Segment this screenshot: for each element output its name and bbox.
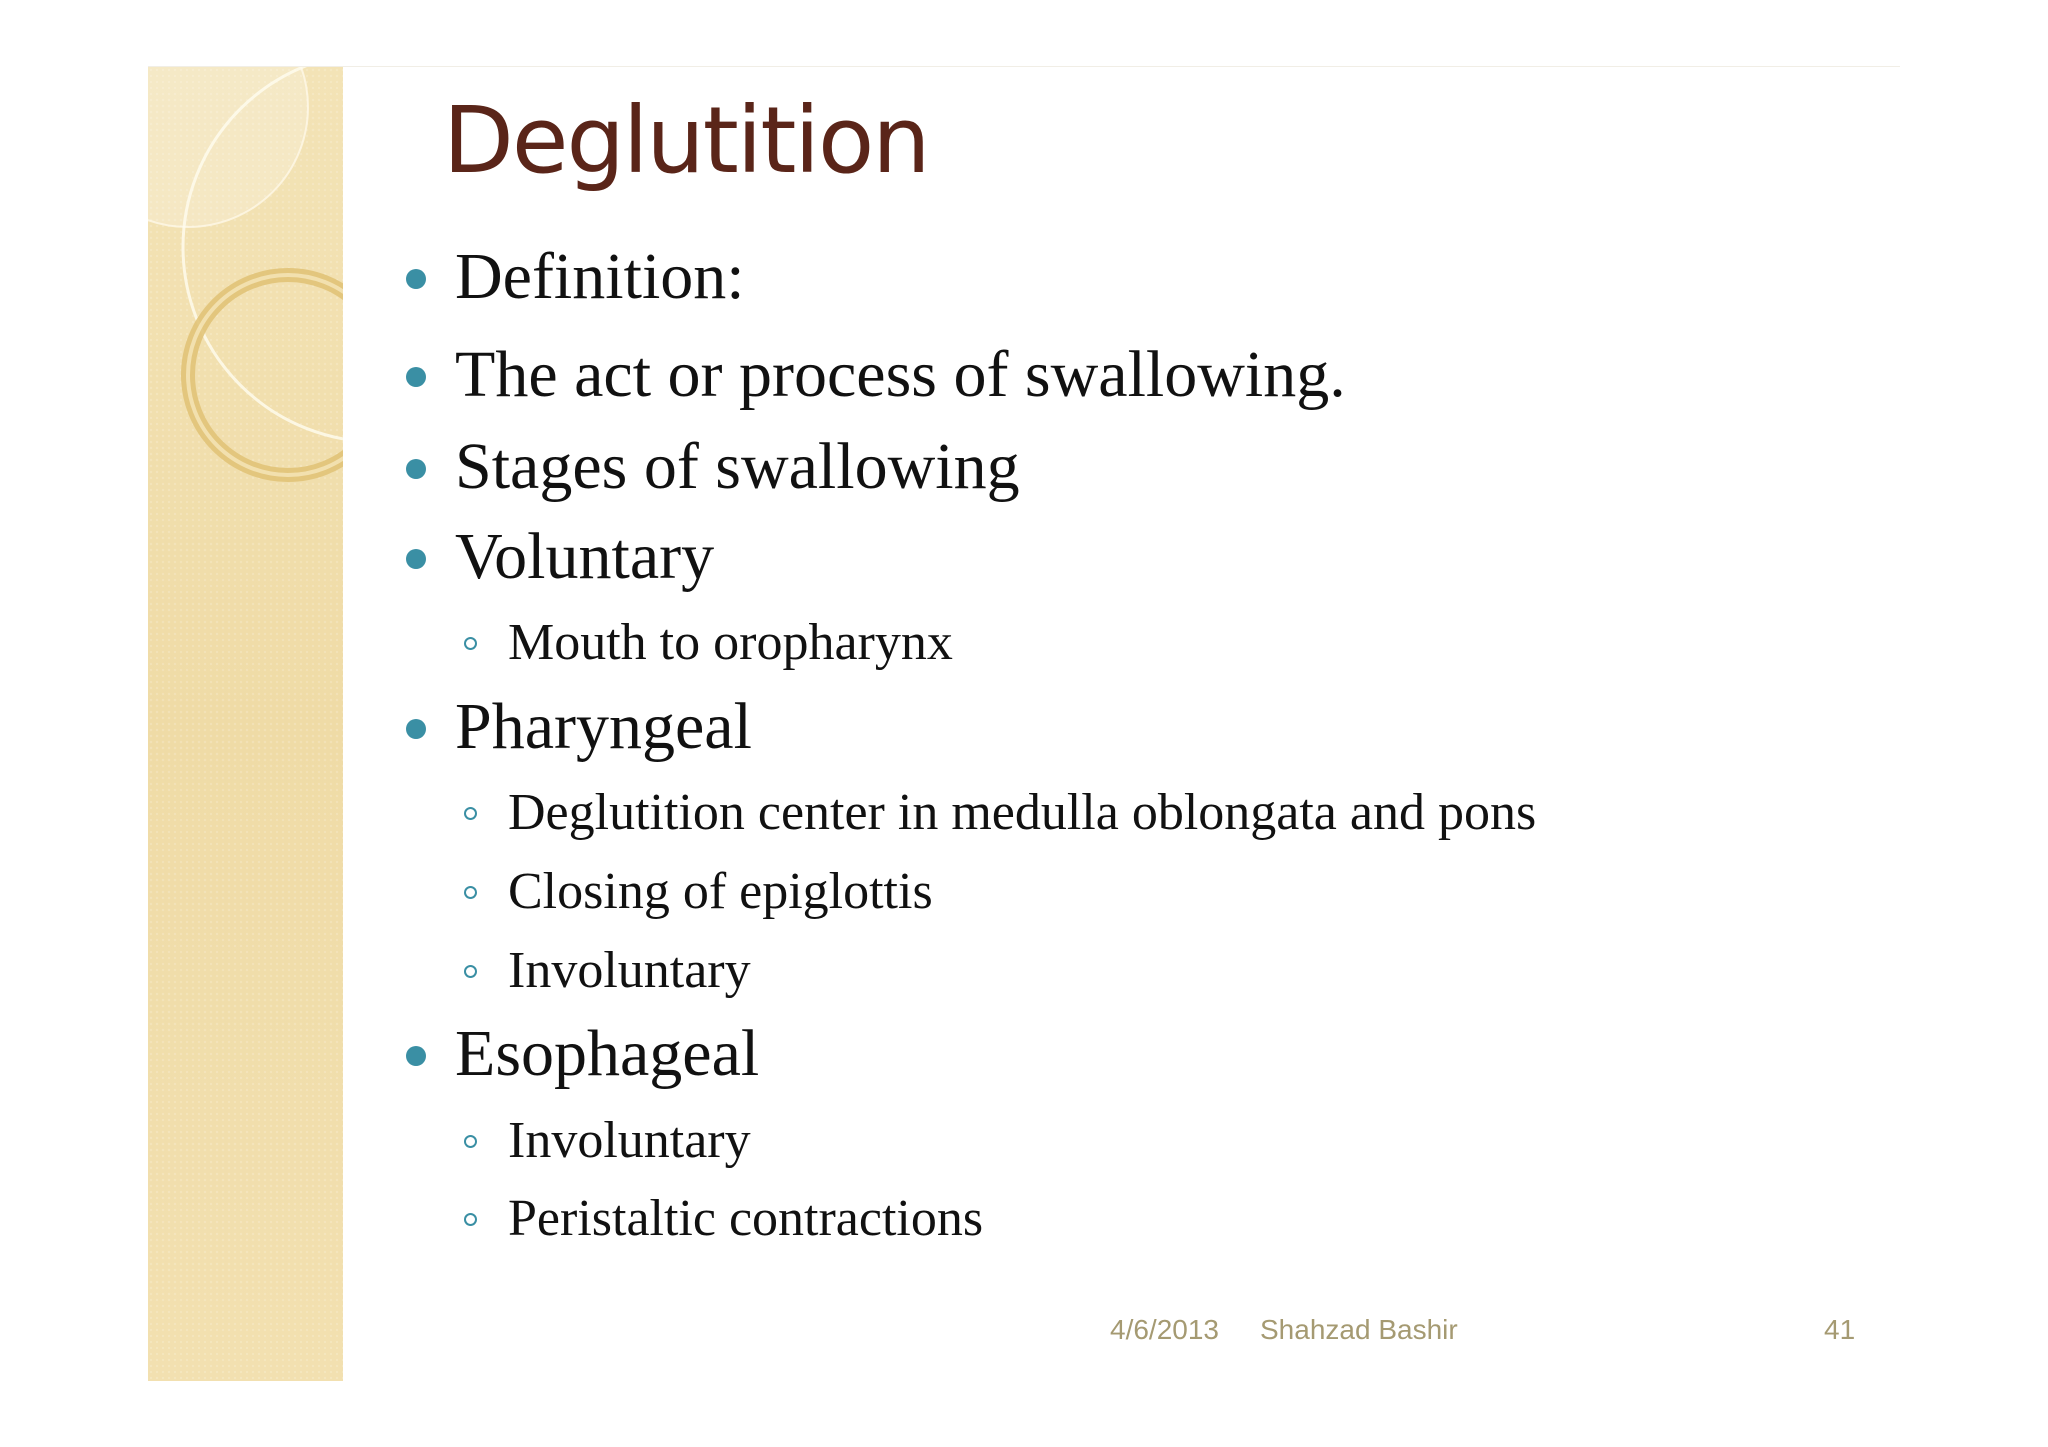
sub-bullet-text: Peristaltic contractions [508,1190,984,1247]
bullet-dot-icon [406,269,426,289]
bullet-dot-icon [406,1046,426,1066]
sub-bullet-text: Involuntary [508,942,751,999]
sub-bullet-ring-icon [464,1135,477,1148]
slide [148,66,1900,1381]
bullet-text: Definition: [455,240,745,313]
slide-title: Deglutition [443,87,929,194]
bullet-dot-icon [406,367,426,387]
sub-bullet-text: Closing of epiglottis [508,863,933,920]
sub-bullet-ring-icon [464,807,477,820]
footer-date: 4/6/2013 [1110,1314,1219,1345]
decorative-sidebar [148,67,343,1381]
bullet-dot-icon [406,549,426,569]
bullet-dot-icon [406,459,426,479]
sub-bullet-ring-icon [464,637,477,650]
decorative-circles-graphic [148,67,343,1381]
footer-page-number: 41 [1824,1314,1856,1345]
bullet-text: Stages of swallowing [455,430,1020,503]
bullet-dot-icon [406,719,426,739]
footer-author: Shahzad Bashir [1260,1314,1458,1345]
bullet-text: Voluntary [455,520,715,593]
sub-bullet-text: Deglutition center in medulla oblongata and pons [508,784,1537,841]
bullet-text: The act or process of swallowing. [455,338,1346,411]
sub-bullet-ring-icon [464,886,477,899]
sub-bullet-ring-icon [464,1213,477,1226]
sub-bullet-ring-icon [464,965,477,978]
sub-bullet-text: Mouth to oropharynx [508,614,953,671]
bullet-text: Pharyngeal [455,690,752,763]
sub-bullet-text: Involuntary [508,1112,751,1169]
bullet-text: Esophageal [455,1017,760,1090]
